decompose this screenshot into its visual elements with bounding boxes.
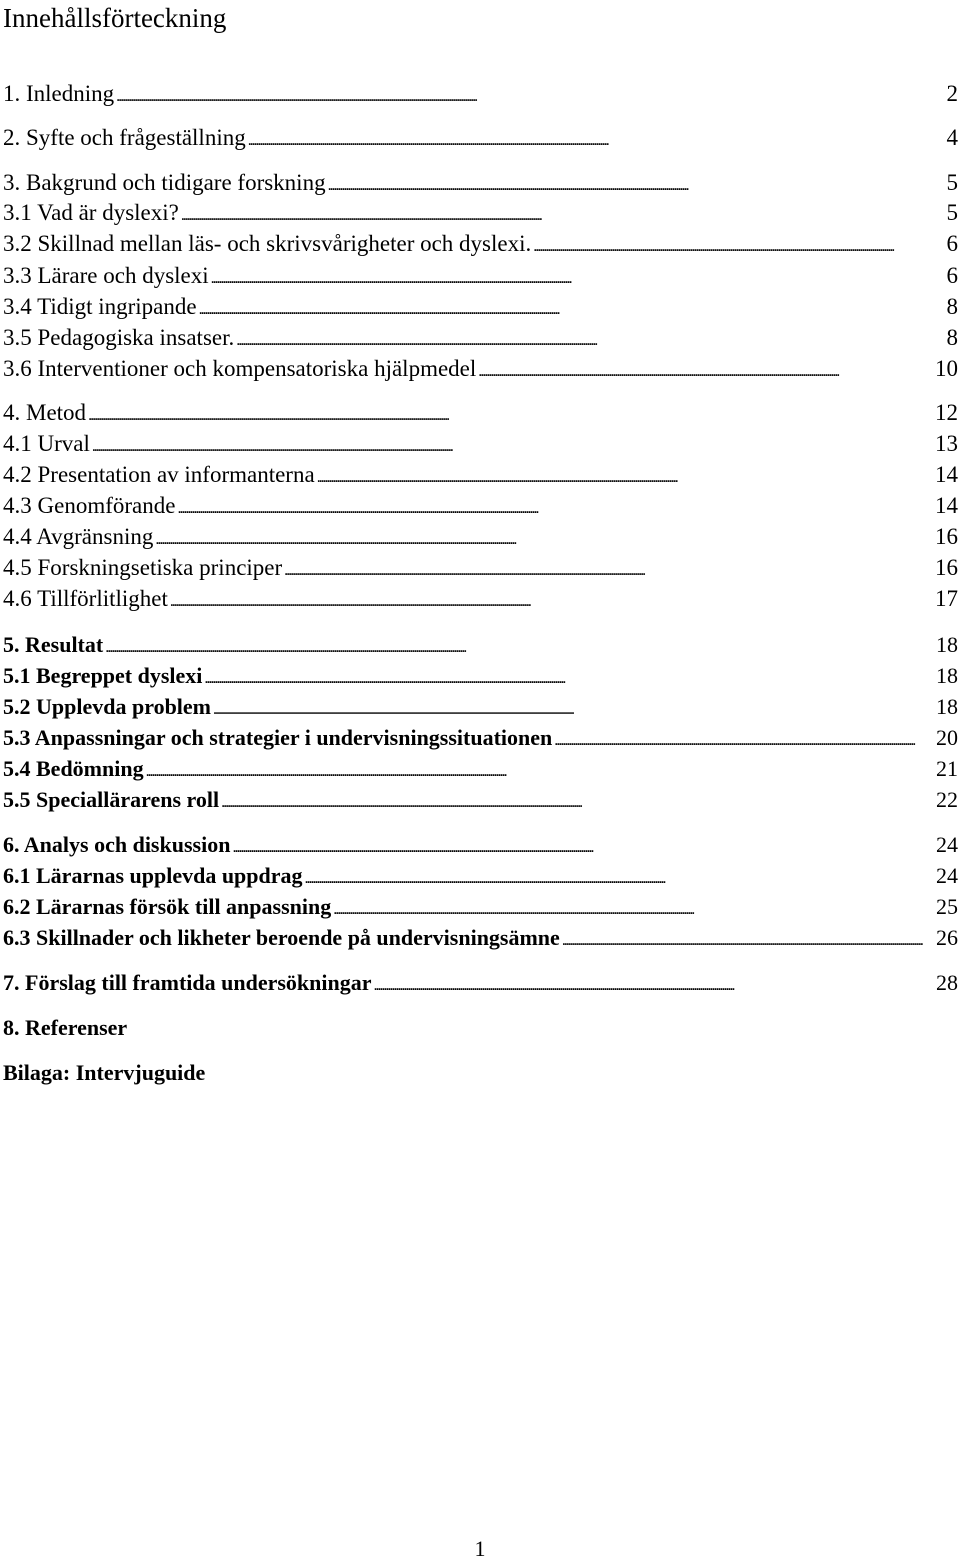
toc-leader bbox=[374, 969, 934, 1000]
toc-entry-page: 28 bbox=[936, 970, 958, 995]
toc-entry[interactable] bbox=[3, 199, 958, 230]
toc-entry-page: 12 bbox=[935, 400, 958, 425]
toc-entry-label: 5.5 Speciallärarens roll bbox=[3, 787, 220, 812]
toc-leader bbox=[170, 585, 933, 616]
toc-entry[interactable] bbox=[3, 262, 958, 293]
toc-entry[interactable] bbox=[3, 724, 958, 755]
toc-entry-page: 16 bbox=[935, 524, 958, 549]
toc-leader bbox=[116, 80, 944, 111]
toc-leader bbox=[88, 399, 933, 430]
toc-entry-page: 22 bbox=[936, 787, 958, 812]
toc-entry[interactable] bbox=[3, 831, 958, 862]
toc-leader bbox=[181, 199, 945, 230]
toc-entry-page: 25 bbox=[936, 894, 958, 919]
toc-entry-page: 26 bbox=[936, 925, 958, 950]
toc-entry-label: 5.1 Begreppet dyslexi bbox=[3, 663, 203, 688]
toc-leader bbox=[562, 924, 934, 955]
toc-entry[interactable] bbox=[3, 230, 958, 261]
toc-entry-page: 24 bbox=[936, 832, 958, 857]
toc-entry-label: 4.3 Genomförande bbox=[3, 493, 176, 518]
toc-entry-page: 5 bbox=[946, 200, 958, 225]
toc-entry-page: 6 bbox=[946, 263, 958, 288]
toc-leader bbox=[328, 169, 945, 200]
toc-leader bbox=[333, 893, 934, 924]
toc-entry-label: 6.1 Lärarnas upplevda uppdrag bbox=[3, 863, 303, 888]
toc-entry-page: 13 bbox=[935, 431, 958, 456]
toc-leader bbox=[221, 786, 934, 817]
toc-entry[interactable] bbox=[3, 293, 958, 324]
toc-leader bbox=[236, 324, 944, 355]
toc-entry-label: 5.4 Bedömning bbox=[3, 756, 144, 781]
toc-entry-label: 5.3 Anpassningar och strategier i undervisningssituationen bbox=[3, 725, 553, 750]
toc-entry-page: 21 bbox=[936, 756, 958, 781]
toc-leader bbox=[155, 523, 933, 554]
toc-entry[interactable] bbox=[3, 862, 958, 893]
toc-leader bbox=[92, 430, 933, 461]
toc-entry-page: 16 bbox=[935, 555, 958, 580]
toc-entry-page: 14 bbox=[935, 493, 958, 518]
toc-leader bbox=[284, 554, 933, 585]
toc-entry[interactable] bbox=[3, 523, 958, 554]
toc-entry-label: 5. Resultat bbox=[3, 632, 104, 657]
toc-entry-label: 3.5 Pedagogiska insatser. bbox=[3, 325, 235, 350]
toc-entry[interactable] bbox=[3, 631, 958, 662]
toc-entry-page: 14 bbox=[935, 462, 958, 487]
toc-entry-label: 3.1 Vad är dyslexi? bbox=[3, 200, 179, 225]
toc-entry-label: 6.2 Lärarnas försök till anpassning bbox=[3, 894, 332, 919]
toc-entry[interactable] bbox=[3, 355, 958, 386]
toc-entry[interactable] bbox=[3, 893, 958, 924]
toc-leader bbox=[554, 724, 934, 755]
toc-entry[interactable] bbox=[3, 461, 958, 492]
toc-entry-label: 3.4 Tidigt ingripande bbox=[3, 294, 197, 319]
toc-entry-label: 2. Syfte och frågeställning bbox=[3, 125, 246, 150]
toc-entry-label: 4.4 Avgränsning bbox=[3, 524, 154, 549]
toc-leader bbox=[213, 693, 934, 724]
toc-entry-page: 8 bbox=[946, 325, 958, 350]
toc-entry[interactable] bbox=[3, 124, 958, 155]
toc-entry[interactable] bbox=[3, 399, 958, 430]
toc-leader bbox=[232, 831, 934, 862]
toc-leader bbox=[317, 461, 933, 492]
page-number: 1 bbox=[474, 1536, 486, 1561]
toc-entry-page: 5 bbox=[946, 170, 958, 195]
toc-entry-label: 1. Inledning bbox=[3, 81, 115, 106]
toc-entry-label: 4.1 Urval bbox=[3, 431, 90, 456]
toc-entry-label: 4.6 Tillförlitlighet bbox=[3, 586, 168, 611]
toc-entry-label: 3. Bakgrund och tidigare forskning bbox=[3, 170, 326, 195]
toc-entry[interactable] bbox=[3, 662, 958, 693]
toc-entry-label: 7. Förslag till framtida undersökningar bbox=[3, 970, 372, 995]
toc-entry-label: 4.5 Forskningsetiska principer bbox=[3, 555, 283, 580]
toc-leader bbox=[211, 262, 945, 293]
toc-references[interactable]: 8. Referenser bbox=[3, 1015, 128, 1040]
toc-entry-page: 18 bbox=[936, 632, 958, 657]
toc-leader bbox=[204, 662, 934, 693]
page-title: Innehållsförteckning bbox=[3, 3, 227, 33]
toc-entry-page: 24 bbox=[936, 863, 958, 888]
toc-entry[interactable] bbox=[3, 969, 958, 1000]
toc-entry-page: 6 bbox=[946, 231, 958, 256]
toc-entry-page: 8 bbox=[946, 294, 958, 319]
toc-leader bbox=[146, 755, 934, 786]
toc-entry[interactable] bbox=[3, 80, 958, 111]
toc-entry[interactable] bbox=[3, 755, 958, 786]
toc-entry[interactable] bbox=[3, 169, 958, 200]
toc-entry-label: 6.3 Skillnader och likheter beroende på undervisningsämne bbox=[3, 925, 560, 950]
toc-entry[interactable] bbox=[3, 924, 958, 955]
toc-leader bbox=[305, 862, 934, 893]
toc-leader bbox=[177, 492, 933, 523]
toc-entry[interactable] bbox=[3, 585, 958, 616]
toc-entry-label: 6. Analys och diskussion bbox=[3, 832, 231, 857]
toc-leader bbox=[478, 355, 933, 386]
toc-entry-page: 17 bbox=[935, 586, 958, 611]
toc-entry-page: 18 bbox=[936, 663, 958, 688]
toc-entry-label: 3.6 Interventioner och kompensatoriska hjälpmedel bbox=[3, 356, 477, 381]
toc-entry[interactable] bbox=[3, 324, 958, 355]
toc-entry-label: 3.2 Skillnad mellan läs- och skrivsvårigheter och dyslexi. bbox=[3, 231, 532, 256]
toc-entry-page: 20 bbox=[936, 725, 958, 750]
toc-leader bbox=[199, 293, 945, 324]
toc-entry-label: 3.3 Lärare och dyslexi bbox=[3, 263, 209, 288]
toc-entry-page: 4 bbox=[946, 125, 958, 150]
toc-entry-page: 2 bbox=[946, 81, 958, 106]
toc-entry-label: 4.2 Presentation av informanterna bbox=[3, 462, 315, 487]
toc-leader bbox=[105, 631, 934, 662]
toc-entry-label: 5.2 Upplevda problem bbox=[3, 694, 212, 719]
toc-leader bbox=[248, 124, 945, 155]
toc-entry-page: 10 bbox=[935, 356, 958, 381]
toc-leader bbox=[533, 230, 944, 261]
toc-entry[interactable] bbox=[3, 430, 958, 461]
toc-entry-label: 4. Metod bbox=[3, 400, 87, 425]
toc-entry-page: 18 bbox=[936, 694, 958, 719]
toc-entry[interactable] bbox=[3, 693, 958, 724]
toc-entry[interactable] bbox=[3, 554, 958, 585]
toc-entry[interactable] bbox=[3, 492, 958, 523]
toc-entry[interactable] bbox=[3, 786, 958, 817]
toc-appendix[interactable]: Bilaga: Intervjuguide bbox=[3, 1060, 206, 1085]
